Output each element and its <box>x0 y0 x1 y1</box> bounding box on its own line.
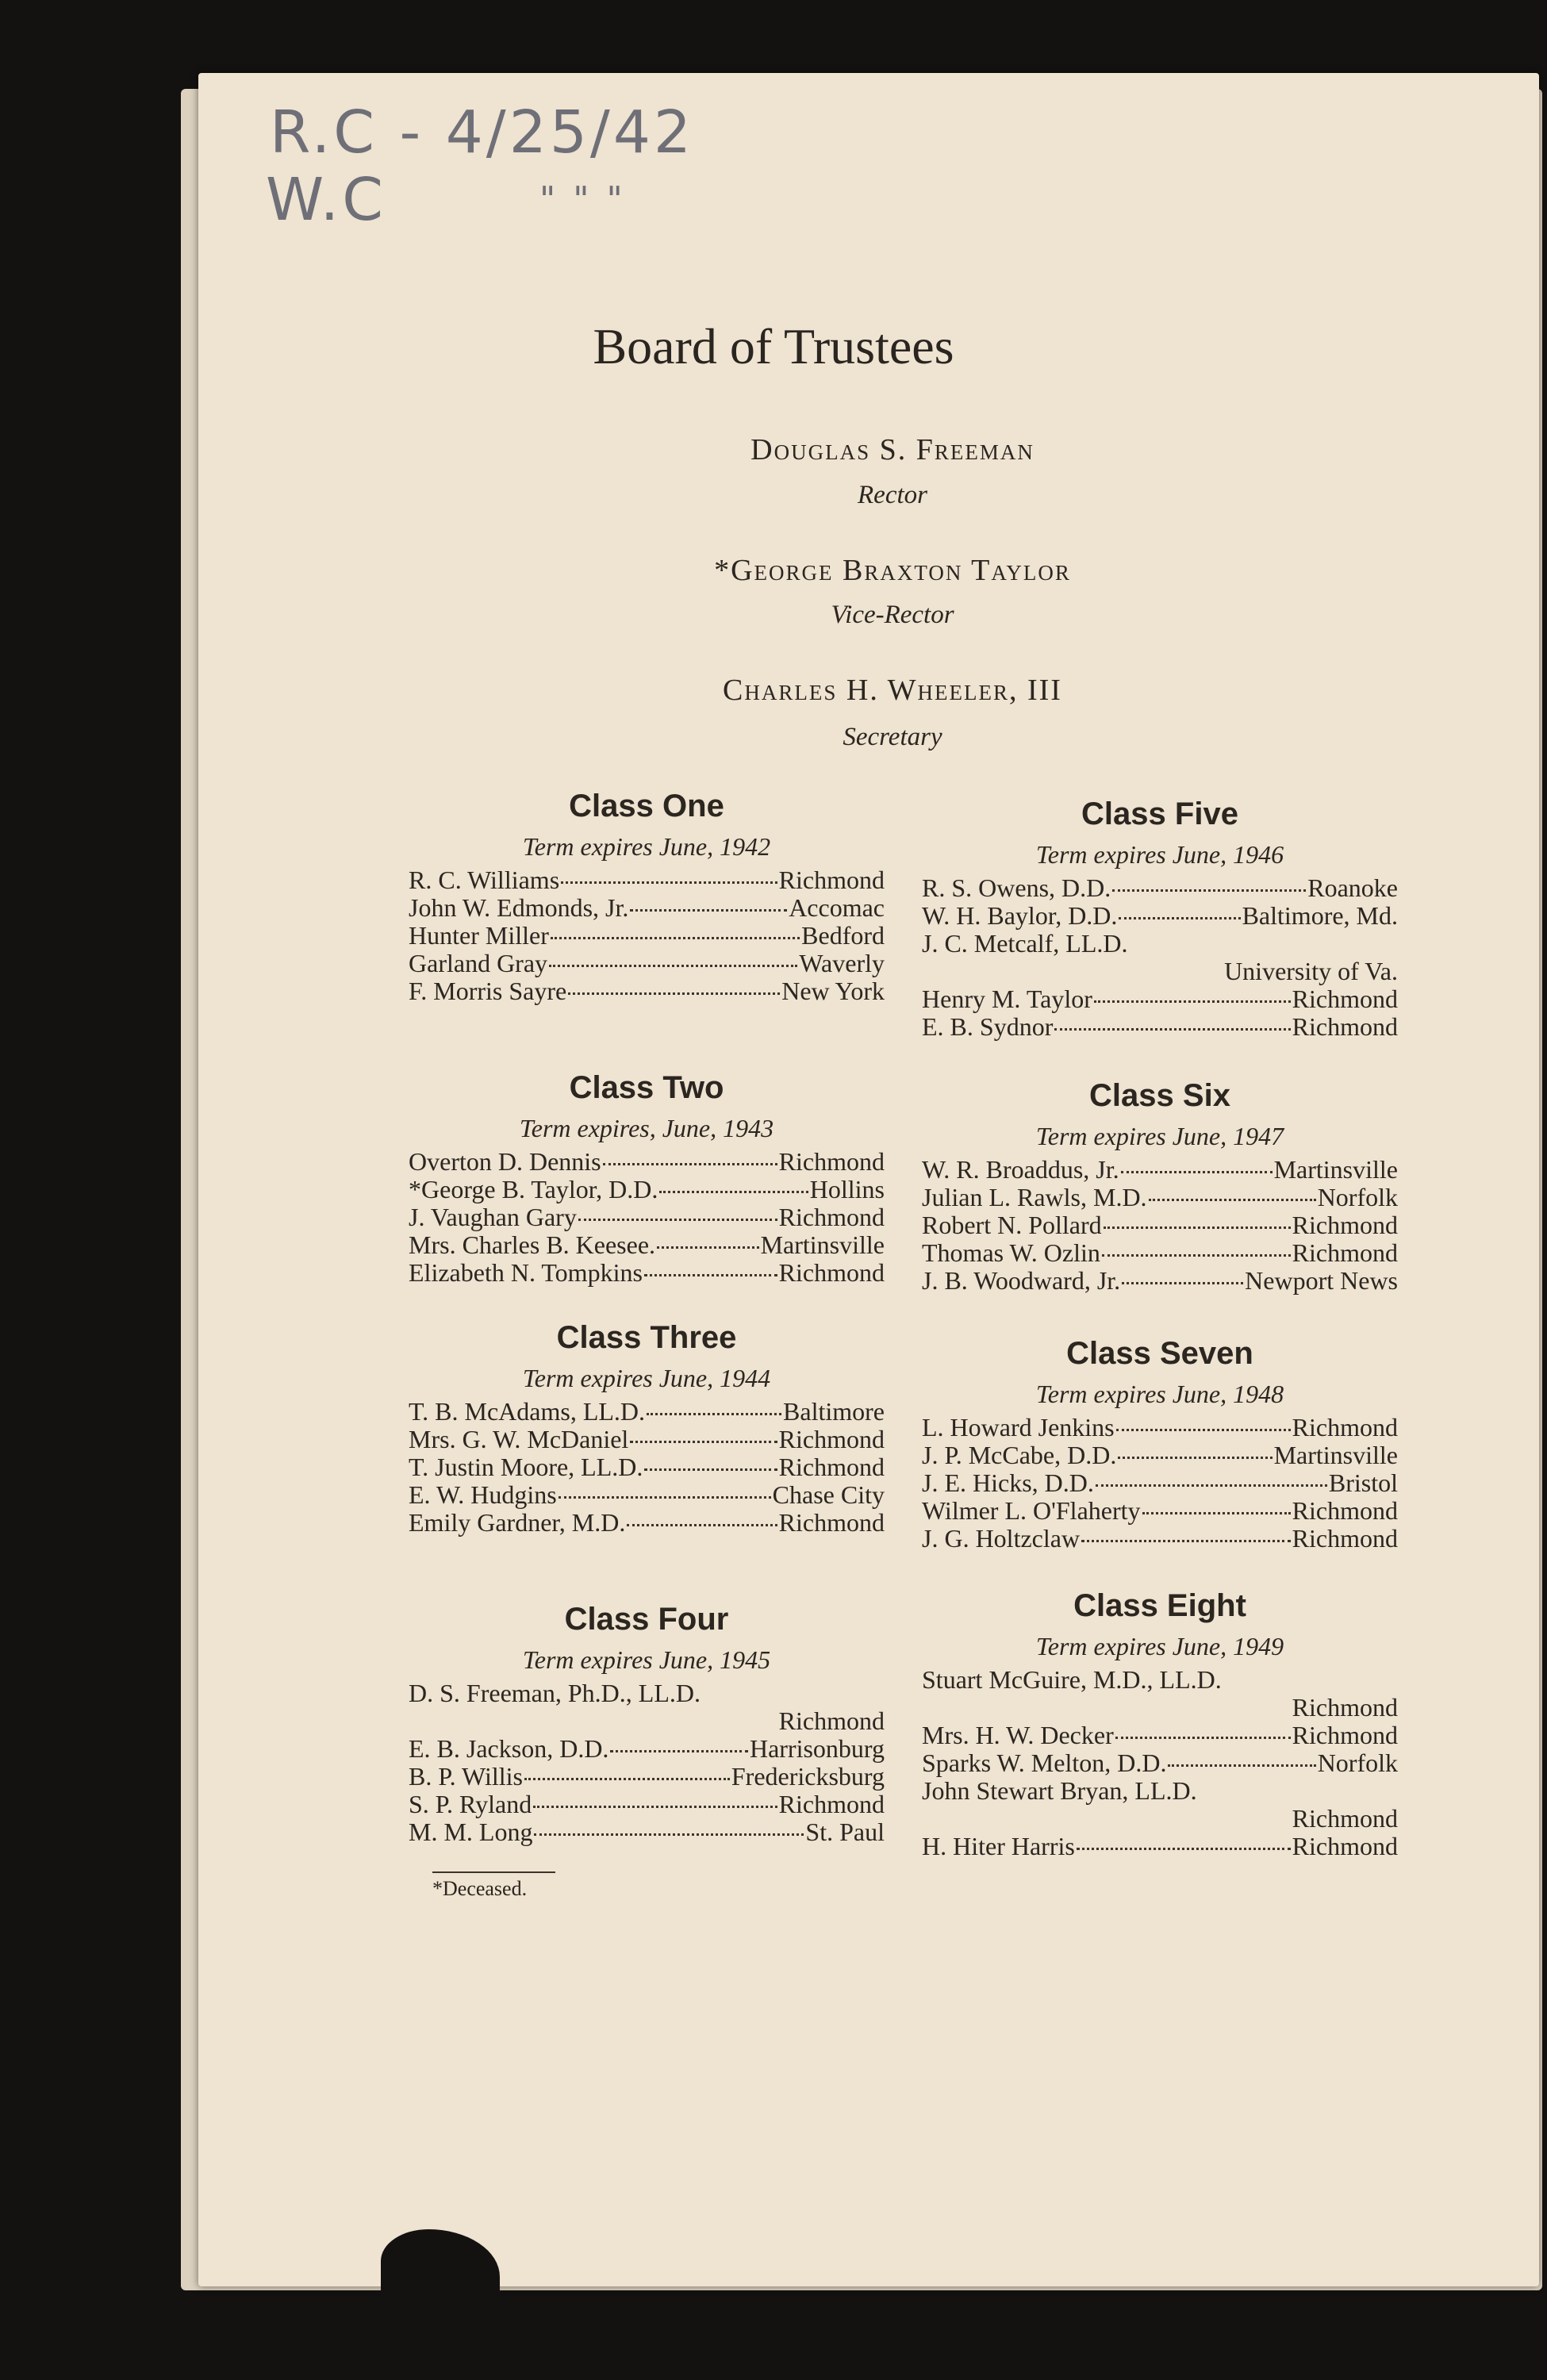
member-row <box>922 1414 1398 1441</box>
member-name: John W. Edmonds, Jr. <box>409 893 629 922</box>
class-term: Term expires June, 1947 <box>1035 1122 1284 1150</box>
member-name: Elizabeth N. Tompkins <box>409 1258 643 1287</box>
dot-leader <box>551 937 800 939</box>
dot-leader <box>534 1833 804 1836</box>
member-name: T. B. McAdams, LL.D. <box>409 1397 646 1426</box>
officer-rector-name: Douglas S. Freeman <box>750 433 1035 466</box>
member-place: Baltimore <box>783 1397 885 1426</box>
member-place: Roanoke <box>1307 873 1398 902</box>
member-place: Baltimore, Md. <box>1242 901 1398 930</box>
member-place: Norfolk <box>1317 1183 1398 1211</box>
class-four <box>409 1599 885 1846</box>
footnote-rule <box>432 1871 555 1873</box>
member-name: Emily Gardner, M.D. <box>409 1508 626 1537</box>
member-row <box>409 1398 885 1426</box>
member-place: Richmond <box>1292 1496 1398 1525</box>
member-place: Bristol <box>1328 1468 1398 1497</box>
dot-leader <box>603 1163 777 1165</box>
class-term: Term expires June, 1949 <box>1035 1632 1284 1660</box>
dot-leader <box>1142 1512 1291 1514</box>
class-five <box>922 793 1398 1041</box>
member-name: H. Hiter Harris <box>922 1832 1075 1860</box>
class-three <box>409 1317 885 1537</box>
member-row <box>922 1184 1398 1211</box>
member-name: W. H. Baylor, D.D. <box>922 901 1118 930</box>
member-name: R. S. Owens, D.D. <box>922 873 1111 902</box>
footnote: *Deceased. <box>432 1877 528 1900</box>
member-row <box>922 874 1398 902</box>
member-name: Garland Gray <box>409 949 548 977</box>
dot-leader <box>657 1246 759 1249</box>
dot-leader <box>1121 1171 1273 1173</box>
member-row <box>409 1203 885 1231</box>
handwritten-annotation-line1: R.C - 4/25/42 <box>270 98 694 167</box>
handwritten-annotation-line2: W.C <box>266 166 386 234</box>
member-name: Robert N. Pollard <box>922 1211 1102 1239</box>
member-place: St. Paul <box>805 1818 885 1846</box>
handwritten-annotation-line3: " " " <box>539 179 626 220</box>
member-row <box>922 958 1398 985</box>
dot-leader <box>644 1468 777 1471</box>
member-name: L. Howard Jenkins <box>922 1413 1115 1441</box>
member-name: Overton D. Dennis <box>409 1147 601 1176</box>
member-row <box>922 1777 1398 1805</box>
class-title: Class Seven <box>1066 1336 1253 1371</box>
class-title: Class Five <box>1081 797 1238 831</box>
member-row <box>922 1267 1398 1295</box>
member-place: Richmond <box>1292 1238 1398 1267</box>
member-name: Stuart McGuire, M.D., LL.D. <box>922 1665 1222 1694</box>
member-row <box>409 1509 885 1537</box>
dot-leader <box>1081 1540 1291 1542</box>
member-place: Chase City <box>772 1480 885 1509</box>
member-place: Harrisonburg <box>749 1734 885 1763</box>
dot-leader <box>1118 1457 1272 1459</box>
member-row <box>409 1791 885 1818</box>
dot-leader <box>1122 1282 1243 1284</box>
class-term: Term expires June, 1945 <box>522 1645 771 1674</box>
class-title: Class Six <box>1089 1078 1230 1113</box>
member-name: Henry M. Taylor <box>922 985 1092 1013</box>
member-row <box>922 930 1398 958</box>
dot-leader <box>1112 889 1306 892</box>
member-row <box>409 894 885 922</box>
dot-leader <box>610 1750 748 1752</box>
member-name: F. Morris Sayre <box>409 977 567 1005</box>
class-title: Class Four <box>564 1602 729 1637</box>
dot-leader <box>1102 1254 1291 1257</box>
member-row <box>409 977 885 1005</box>
member-row <box>409 1763 885 1791</box>
dot-leader <box>644 1274 777 1276</box>
member-row <box>409 1735 885 1763</box>
member-name: M. M. Long <box>409 1818 533 1846</box>
member-row <box>922 1749 1398 1777</box>
member-row <box>922 1833 1398 1860</box>
member-place: Richmond <box>1292 985 1398 1013</box>
dot-leader <box>568 992 780 995</box>
member-row <box>409 950 885 977</box>
member-row <box>922 1441 1398 1469</box>
member-place: Richmond <box>778 1706 885 1735</box>
class-term: Term expires June, 1946 <box>1035 840 1284 869</box>
member-name: Mrs. G. W. McDaniel <box>409 1425 629 1453</box>
class-two <box>409 1067 885 1287</box>
member-place: Richmond <box>778 866 885 894</box>
member-place: Martinsville <box>760 1230 885 1259</box>
member-place: Martinsville <box>1273 1155 1398 1184</box>
member-row <box>409 1481 885 1509</box>
dot-leader <box>1094 1000 1291 1003</box>
member-row <box>922 1525 1398 1553</box>
member-name: E. W. Hudgins <box>409 1480 557 1509</box>
member-place: Richmond <box>778 1790 885 1818</box>
member-row <box>922 1469 1398 1497</box>
dot-leader <box>524 1778 730 1780</box>
member-row <box>922 1694 1398 1722</box>
member-place: Richmond <box>1292 1211 1398 1239</box>
member-place: Richmond <box>778 1147 885 1176</box>
member-place: Richmond <box>1292 1832 1398 1860</box>
member-place: Richmond <box>778 1453 885 1481</box>
member-row <box>922 1722 1398 1749</box>
dot-leader <box>559 1496 771 1499</box>
class-seven <box>922 1333 1398 1553</box>
dot-leader <box>659 1191 808 1193</box>
member-name: S. P. Ryland <box>409 1790 532 1818</box>
dot-leader <box>1119 917 1240 919</box>
member-row <box>922 1013 1398 1041</box>
class-term: Term expires June, 1944 <box>522 1364 771 1392</box>
member-place: Waverly <box>799 949 885 977</box>
member-place: Richmond <box>1292 1413 1398 1441</box>
member-row <box>409 1818 885 1846</box>
member-row <box>409 1231 885 1259</box>
dot-leader <box>561 881 777 884</box>
dot-leader <box>1149 1199 1316 1201</box>
member-row <box>922 1497 1398 1525</box>
member-place: Richmond <box>778 1258 885 1287</box>
officer-secretary-role: Secretary <box>843 723 942 751</box>
member-place: Richmond <box>1292 1693 1398 1722</box>
member-name: B. P. Willis <box>409 1762 523 1791</box>
member-place: Richmond <box>778 1508 885 1537</box>
member-row <box>409 1259 885 1287</box>
member-name: R. C. Williams <box>409 866 560 894</box>
dot-leader <box>533 1806 777 1808</box>
member-place: Accomac <box>789 893 885 922</box>
member-place: New York <box>781 977 885 1005</box>
member-name: E. B. Sydnor <box>922 1012 1054 1041</box>
dot-leader <box>1077 1848 1291 1850</box>
dot-leader <box>630 909 787 912</box>
member-row <box>922 1156 1398 1184</box>
dot-leader <box>627 1524 777 1526</box>
dot-leader <box>1116 1429 1291 1431</box>
member-name: W. R. Broaddus, Jr. <box>922 1155 1119 1184</box>
officer-vice-rector-name: *George Braxton Taylor <box>714 554 1071 587</box>
dot-leader <box>630 1441 777 1443</box>
member-row <box>922 902 1398 930</box>
member-name: Mrs. Charles B. Keesee. <box>409 1230 656 1259</box>
page-title: Board of Trustees <box>593 318 954 374</box>
member-place: Richmond <box>778 1425 885 1453</box>
member-name: T. Justin Moore, LL.D. <box>409 1453 643 1481</box>
member-place: Hollins <box>809 1175 885 1203</box>
officer-rector-role: Rector <box>858 481 927 509</box>
member-name: J. Vaughan Gary <box>409 1203 577 1231</box>
member-name: Sparks W. Melton, D.D. <box>922 1749 1167 1777</box>
member-row <box>922 1666 1398 1694</box>
member-row <box>409 1148 885 1176</box>
member-name: J. P. McCabe, D.D. <box>922 1441 1117 1469</box>
member-name: Thomas W. Ozlin <box>922 1238 1100 1267</box>
class-eight <box>922 1585 1398 1860</box>
member-row <box>409 1176 885 1203</box>
member-row <box>922 1239 1398 1267</box>
member-place: Richmond <box>1292 1804 1398 1833</box>
member-place: Richmond <box>1292 1721 1398 1749</box>
member-place: Richmond <box>778 1203 885 1231</box>
member-name: D. S. Freeman, Ph.D., LL.D. <box>409 1679 701 1707</box>
member-row <box>409 922 885 950</box>
member-name: Mrs. H. W. Decker <box>922 1721 1114 1749</box>
member-place: Newport News <box>1245 1266 1398 1295</box>
member-place: Richmond <box>1292 1524 1398 1553</box>
class-term: Term expires June, 1942 <box>522 832 771 861</box>
member-name: *George B. Taylor, D.D. <box>409 1175 658 1203</box>
member-place: Fredericksburg <box>731 1762 885 1791</box>
member-row <box>409 1453 885 1481</box>
member-row <box>409 1707 885 1735</box>
class-term: Term expires June, 1948 <box>1035 1380 1284 1408</box>
class-title: Class One <box>569 789 724 823</box>
member-row <box>409 866 885 894</box>
class-term: Term expires, June, 1943 <box>519 1114 774 1142</box>
dot-leader <box>1115 1737 1291 1739</box>
member-row <box>409 1426 885 1453</box>
member-row <box>409 1679 885 1707</box>
member-row <box>922 1211 1398 1239</box>
member-name: John Stewart Bryan, LL.D. <box>922 1776 1197 1805</box>
class-title: Class Two <box>569 1070 724 1105</box>
member-name: Julian L. Rawls, M.D. <box>922 1183 1147 1211</box>
officer-vice-rector-role: Vice-Rector <box>831 601 954 629</box>
dot-leader <box>549 965 797 967</box>
dot-leader <box>647 1413 781 1415</box>
member-place: Bedford <box>801 921 885 950</box>
member-name: J. B. Woodward, Jr. <box>922 1266 1121 1295</box>
member-place: Richmond <box>1292 1012 1398 1041</box>
dot-leader <box>578 1219 777 1221</box>
member-row <box>922 1805 1398 1833</box>
dot-leader <box>1168 1764 1315 1767</box>
member-place: University of Va. <box>1224 957 1398 985</box>
dot-leader <box>1104 1226 1291 1229</box>
class-one <box>409 785 885 1005</box>
class-title: Class Eight <box>1073 1588 1246 1623</box>
dot-leader <box>1096 1484 1327 1487</box>
member-name: E. B. Jackson, D.D. <box>409 1734 609 1763</box>
class-six <box>922 1075 1398 1295</box>
officer-secretary-name: Charles H. Wheeler, III <box>723 674 1062 707</box>
dot-leader <box>1054 1028 1290 1031</box>
member-place: Martinsville <box>1273 1441 1398 1469</box>
member-name: Wilmer L. O'Flaherty <box>922 1496 1141 1525</box>
member-name: J. E. Hicks, D.D. <box>922 1468 1094 1497</box>
member-name: J. C. Metcalf, LL.D. <box>922 929 1128 958</box>
member-name: Hunter Miller <box>409 921 549 950</box>
member-name: J. G. Holtzclaw <box>922 1524 1081 1553</box>
class-title: Class Three <box>556 1320 737 1355</box>
member-row <box>922 985 1398 1013</box>
member-place: Norfolk <box>1317 1749 1398 1777</box>
